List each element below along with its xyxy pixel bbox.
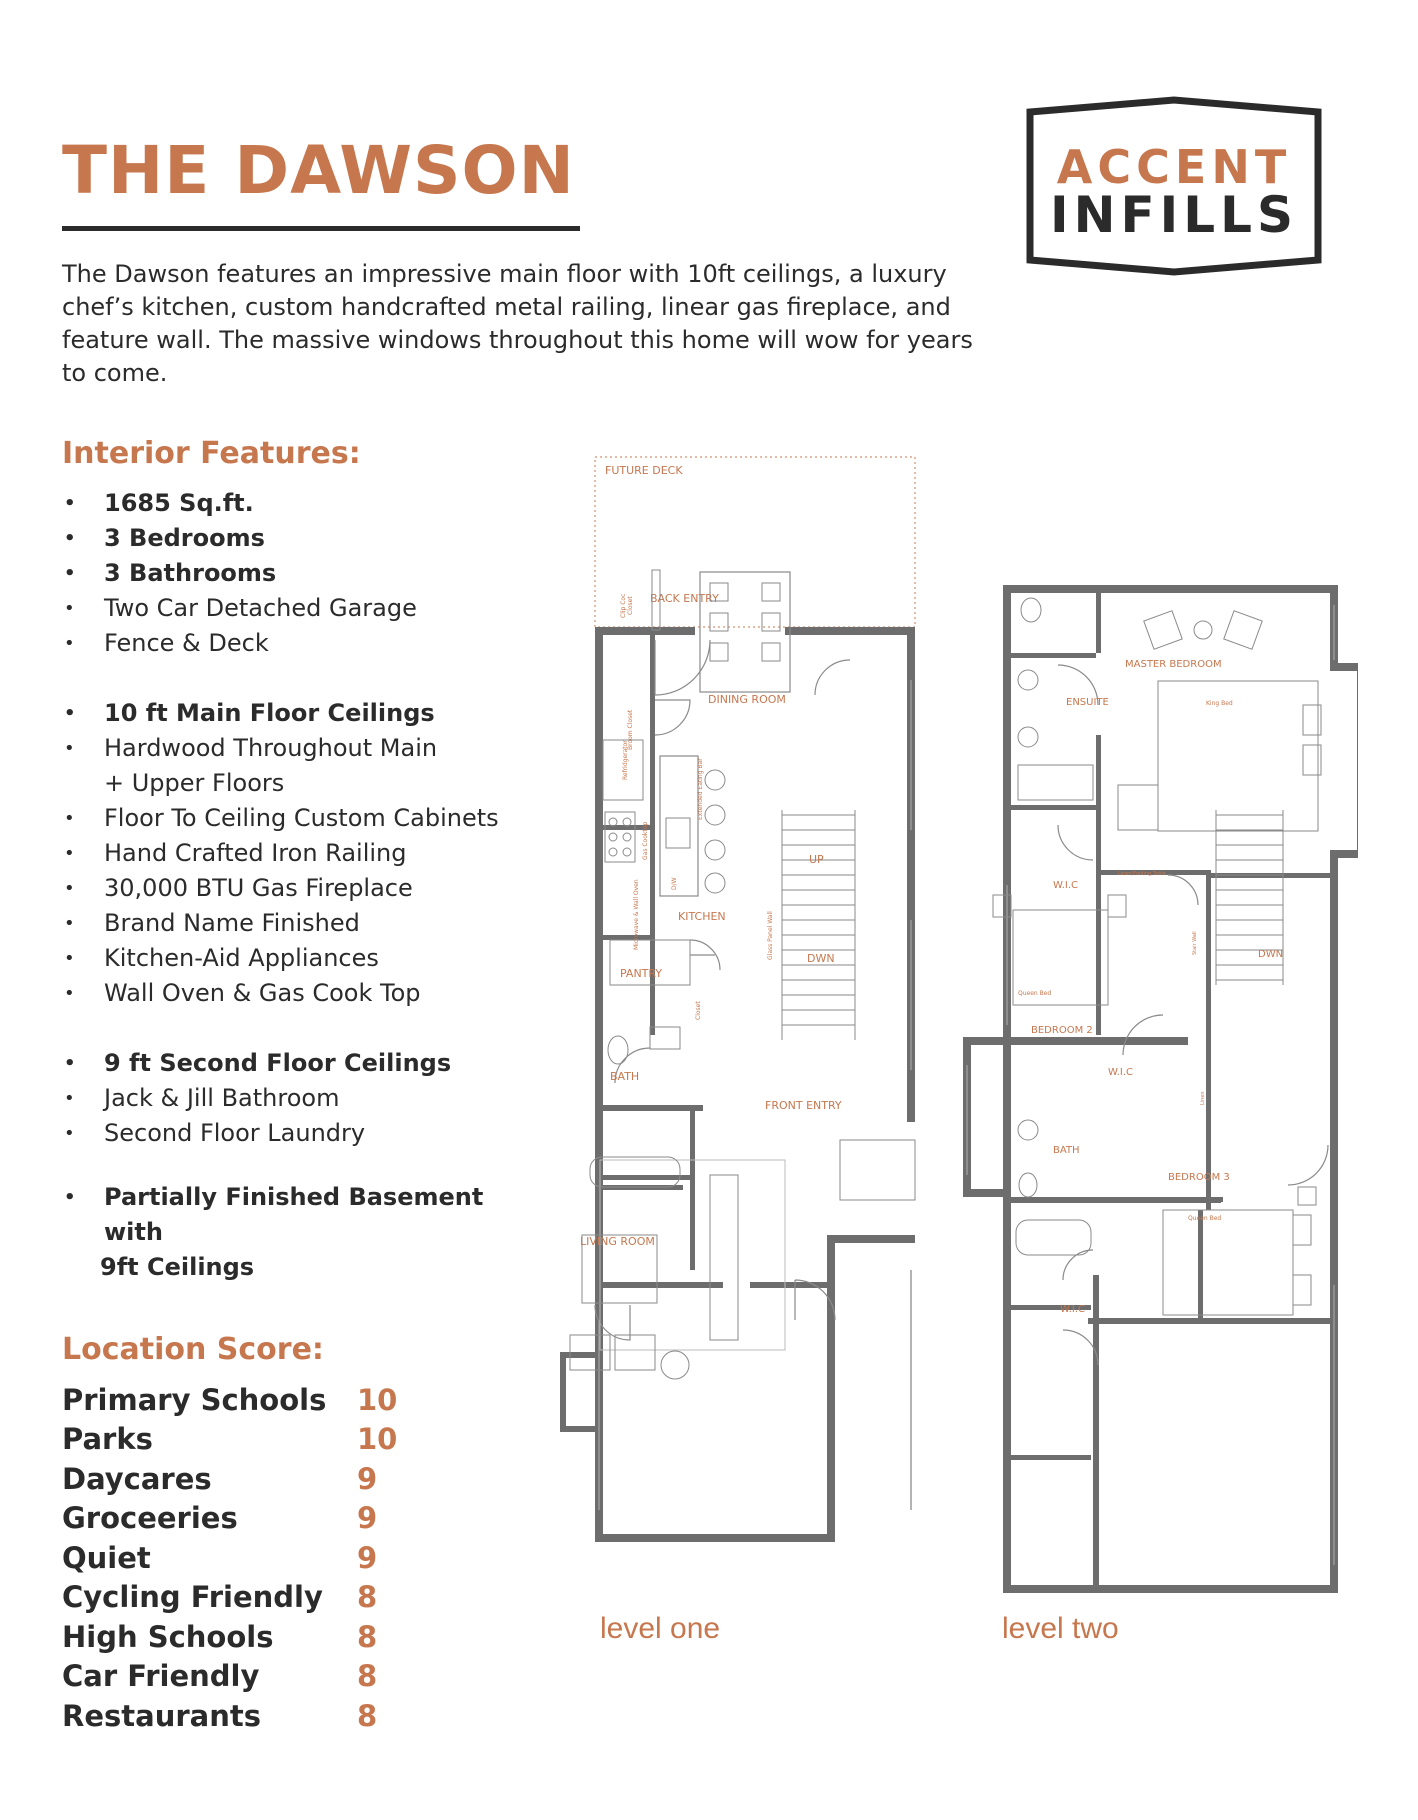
score-row <box>62 1459 422 1499</box>
accent-infills-logo <box>1024 96 1324 276</box>
list-item: • Hardwood Throughout Main <box>62 731 542 766</box>
dining-chairs <box>710 583 780 661</box>
pantry-label: PANTRY <box>620 967 663 980</box>
score-name: Cycling Friendly <box>62 1580 323 1615</box>
back-entry-label: BACK ENTRY <box>650 592 719 605</box>
page-title: THE DAWSON <box>62 132 575 209</box>
score-name: Restaurants <box>62 1698 261 1733</box>
score-value: 10 <box>357 1382 398 1417</box>
level-two-walls <box>963 585 1358 1593</box>
list-item: • Jack & Jill Bathroom <box>62 1081 542 1116</box>
bedroom-3-furniture <box>1163 1187 1316 1315</box>
score-value: 8 <box>357 1698 378 1733</box>
intro-paragraph: The Dawson features an impressive main floor with 10ft ceilings, a luxury chef’s kitchen, custom handcrafted metal railing, linear gas fireplace, and feature wall. The massive windows throughout this home will wow for years to come. <box>62 260 973 387</box>
list-item: + Upper Floors <box>104 769 285 797</box>
living-room-label: LIVING ROOM <box>580 1235 655 1248</box>
refrigerator-label: Refridgerator <box>622 740 629 780</box>
score-value: 8 <box>357 1619 378 1654</box>
location-score-heading: Location Score: <box>62 1332 324 1367</box>
bedroom-2-label: BEDROOM 2 <box>1031 1025 1093 1036</box>
laundry-unit <box>1118 785 1158 830</box>
future-deck-outline <box>595 457 915 627</box>
list-item: • Kitchen-Aid Appliances <box>62 941 542 976</box>
score-row <box>62 1499 422 1539</box>
score-name: Daycares <box>62 1461 212 1496</box>
master-furniture <box>1144 611 1321 831</box>
linen-table-label: Linen/Folding Table <box>1118 871 1166 877</box>
level-one-bath-fixtures <box>608 1027 680 1064</box>
list-item: • Two Car Detached Garage <box>62 591 542 626</box>
score-row <box>62 1696 422 1736</box>
clip-label: Clip Coc <box>620 593 627 618</box>
score-value: 10 <box>357 1422 398 1457</box>
king-bed-label: King Bed <box>1206 700 1233 707</box>
eating-bar-label: Extended Eating Bar <box>697 758 704 820</box>
wic-3-label: W.I.C <box>1060 1304 1086 1315</box>
bedroom-2-furniture <box>993 895 1126 1005</box>
ensuite-label: ENSUITE <box>1066 697 1109 708</box>
list-item: 9ft Ceilings <box>100 1253 255 1281</box>
list-item: • Brand Name Finished <box>62 906 542 941</box>
dining-room-label: DINING ROOM <box>708 693 786 706</box>
score-name: Quiet <box>62 1540 151 1575</box>
list-item: • Floor To Ceiling Custom Cabinets <box>62 801 542 836</box>
wic-2-label: W.I.C <box>1108 1067 1134 1078</box>
dw-label: D/W <box>671 877 678 890</box>
stairs-down-label: DWN <box>807 952 835 965</box>
bedroom-3-label: BEDROOM 3 <box>1168 1172 1230 1183</box>
list-item: • Wall Oven & Gas Cook Top <box>62 976 542 1011</box>
logo-line1: ACCENT <box>1056 140 1292 194</box>
list-item: • Partially Finished Basement with <box>62 1180 542 1250</box>
level-one-windows <box>599 680 911 1510</box>
front-steps <box>840 1140 915 1200</box>
score-row <box>62 1538 422 1578</box>
list-item: • 1685 Sq.ft. <box>62 486 542 521</box>
score-value: 8 <box>357 1659 378 1694</box>
level-two-label: level two <box>1002 1612 1119 1645</box>
stair-wall-label: Stair Wall <box>1192 931 1198 955</box>
front-entry-label: FRONT ENTRY <box>765 1099 842 1112</box>
score-name: Car Friendly <box>62 1659 260 1694</box>
linen-label: Linen <box>1200 1091 1206 1105</box>
score-name: High Schools <box>62 1619 274 1654</box>
glass-wall-label: Glass Panel Wall <box>767 911 774 960</box>
score-value: 9 <box>357 1540 378 1575</box>
level-one-floor-plan <box>550 450 930 1600</box>
closet-label: Closet <box>627 596 634 615</box>
list-item: • 10 ft Main Floor Ceilings <box>62 696 542 731</box>
master-bedroom-label: MASTER BEDROOM <box>1125 659 1222 670</box>
list-item: • Hand Crafted Iron Railing <box>62 836 542 871</box>
interior-features-list <box>62 486 542 1285</box>
bath-2-label: BATH <box>1053 1145 1080 1156</box>
score-row <box>62 1380 422 1420</box>
level-two-floor-plan <box>958 585 1358 1595</box>
score-name: Groceeries <box>62 1501 238 1536</box>
level-one-walls <box>560 627 915 1542</box>
list-item: • 3 Bedrooms <box>62 521 542 556</box>
bar-stools <box>705 770 725 893</box>
kitchen-sink <box>666 818 690 848</box>
gas-cooktop-label: Gas Cooktop <box>642 821 649 860</box>
interior-features-heading: Interior Features: <box>62 436 361 471</box>
kitchen-label: KITCHEN <box>678 910 726 923</box>
future-deck-label: FUTURE DECK <box>605 464 683 477</box>
level-one-label: level one <box>600 1612 721 1645</box>
list-item: • Second Floor Laundry <box>62 1116 542 1151</box>
stairs-down-label: DWN <box>1258 949 1284 960</box>
score-value: 8 <box>357 1580 378 1615</box>
dining-table <box>700 572 790 692</box>
list-item: • Fence & Deck <box>62 626 542 661</box>
bath-2-fixtures <box>1016 1120 1091 1255</box>
location-score-table <box>62 1380 422 1736</box>
score-row <box>62 1617 422 1657</box>
queen-bed-2-label: Queen Bed <box>1018 990 1052 997</box>
gas-cooktop <box>605 812 635 862</box>
list-item: • 3 Bathrooms <box>62 556 542 591</box>
score-row <box>62 1578 422 1618</box>
level-one-stairs <box>782 810 855 1040</box>
queen-bed-3-label: Queen Bed <box>1188 1215 1222 1222</box>
microwave-label: Microwave & Wall Oven <box>633 879 640 950</box>
title-underline <box>62 226 580 231</box>
broom-closet-label: Broom Closet <box>627 709 634 750</box>
score-row <box>62 1657 422 1697</box>
wic-1-label: W.I.C <box>1053 880 1079 891</box>
score-row <box>62 1420 422 1460</box>
score-value: 9 <box>357 1501 378 1536</box>
logo-line2: INFILLS <box>1050 186 1298 244</box>
score-name: Primary Schools <box>62 1382 327 1417</box>
list-item: • 9 ft Second Floor Ceilings <box>62 1046 542 1081</box>
bath-label: BATH <box>610 1070 640 1083</box>
score-value: 9 <box>357 1461 378 1496</box>
list-item: • 30,000 BTU Gas Fireplace <box>62 871 542 906</box>
score-name: Parks <box>62 1422 153 1457</box>
stairs-up-label: UP <box>809 853 824 866</box>
closet2-label: Closet <box>695 1001 702 1020</box>
level-two-windows <box>967 605 1358 1565</box>
